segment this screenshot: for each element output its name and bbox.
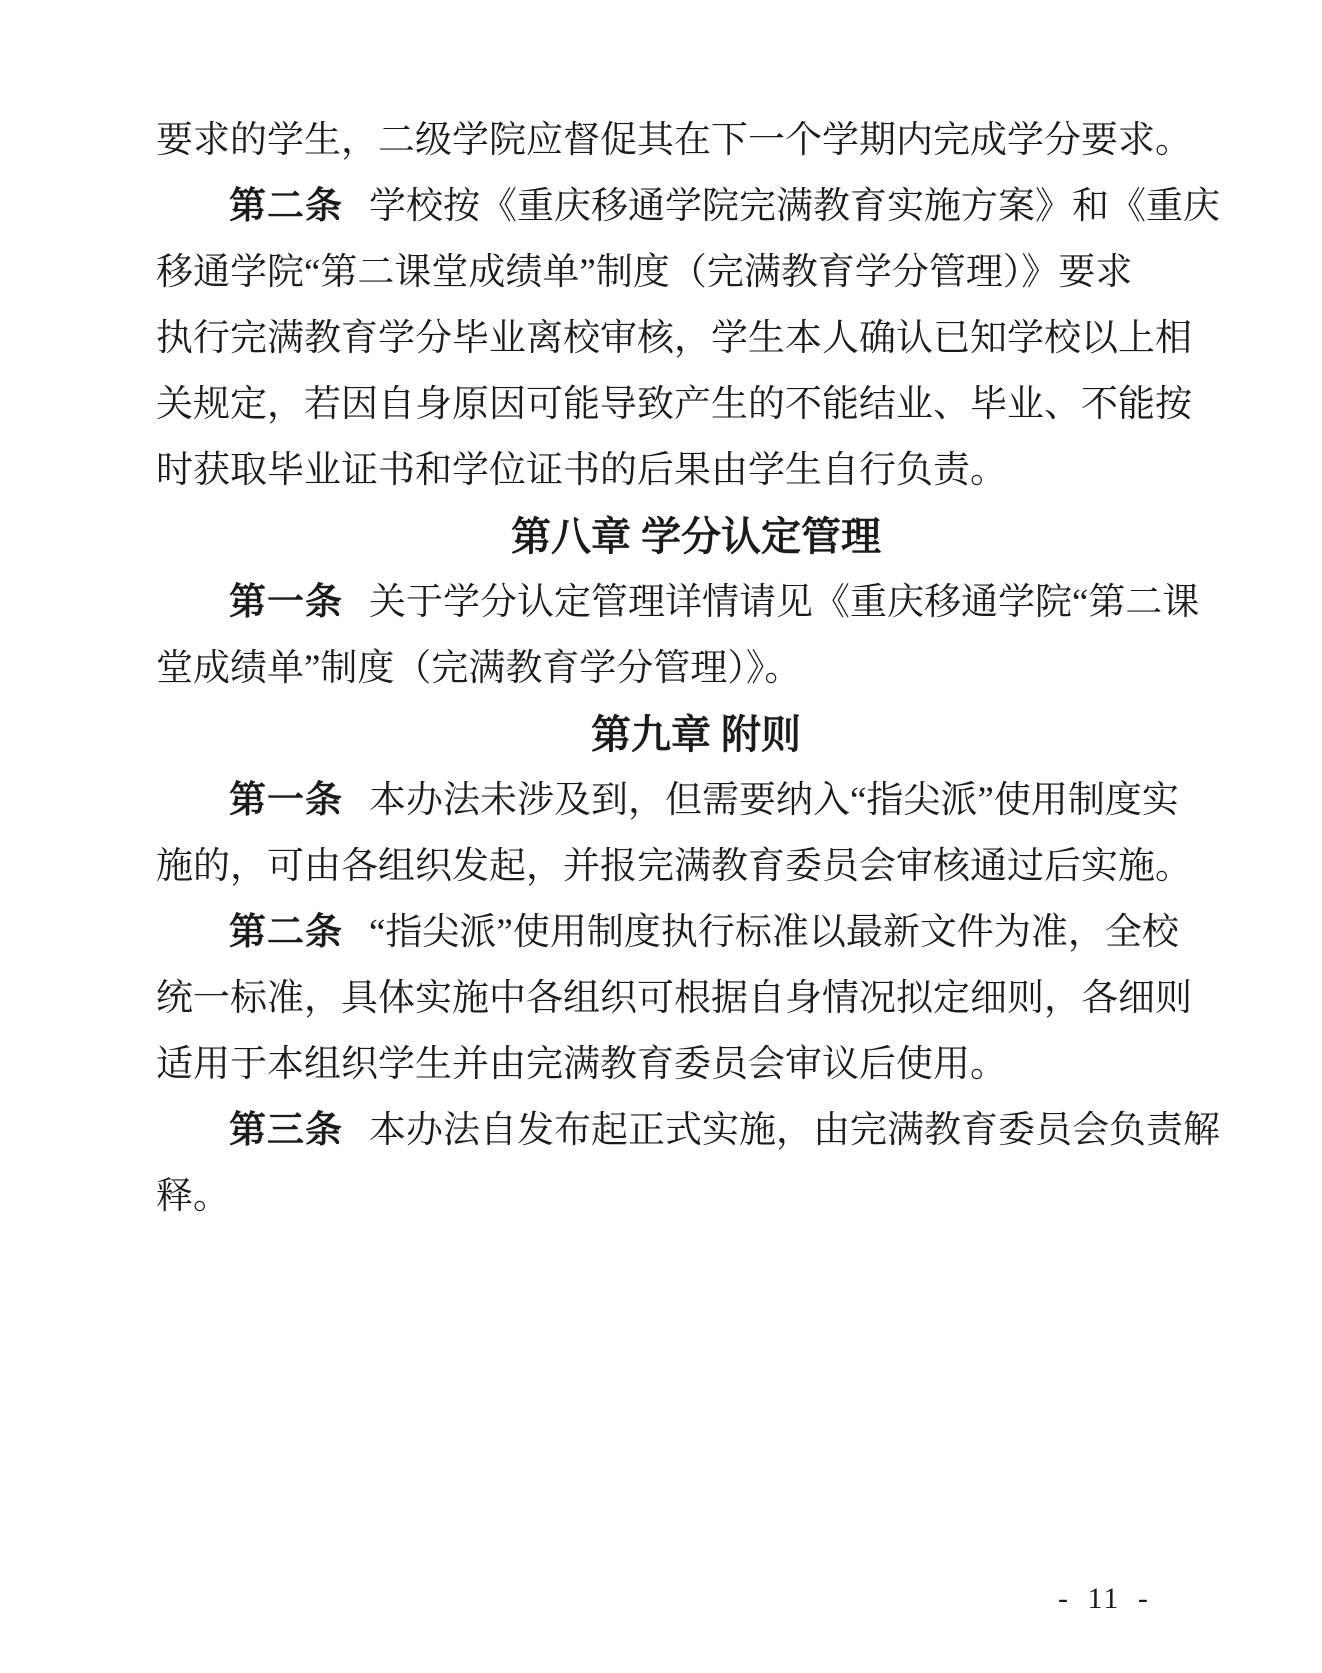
page-number: - 11 - [1058,1582,1150,1615]
line-text: 本办法未涉及到，但需要纳入“指尖派”使用制度实 [369,780,1179,821]
text-line: 施的，可由各组织发起，并报完满教育委员会审核通过后实施。 [156,846,1192,887]
text-line: 释。 [156,1176,230,1217]
text-line [156,1098,1220,1164]
text-line [156,900,1188,966]
article-number: 第二条 [229,186,343,227]
line-text: “指尖派”使用制度执行标准以最新文件为准，全校 [369,912,1179,953]
article-number: 第二条 [229,912,343,953]
line-text: 关于学分认定管理详情请见《重庆移通学院“第二课 [369,582,1200,623]
text-line: 要求的学生，二级学院应督促其在下一个学期内完成学分要求。 [156,120,1192,161]
text-line: 时获取毕业证书和学位证书的后果由学生自行负责。 [156,450,1007,491]
text-line: 统一标准，具体实施中各组织可根据自身情况拟定细则，各细则 [156,978,1192,1019]
text-line: 堂成绩单”制度（完满教育学分管理）》。 [156,648,802,689]
text-line [156,768,1188,834]
text-line: 执行完满教育学分毕业离校审核，学生本人确认已知学校以上相 [156,318,1192,359]
article-number: 第三条 [229,1110,343,1151]
line-text: 学校按《重庆移通学院完满教育实施方案》和《重庆 [369,186,1220,227]
text-line: 适用于本组织学生并由完满教育委员会审议后使用。 [156,1044,1007,1085]
article-number: 第一条 [229,582,343,623]
text-line [156,174,1220,240]
text-line: 移通学院“第二课堂成绩单”制度（完满教育学分管理）》要求 [156,252,1133,293]
text-line [156,570,1200,636]
document-body [156,108,1220,1230]
chapter-heading: 第八章 学分认定管理 [511,514,881,559]
chapter-heading: 第九章 附则 [591,712,801,757]
line-text: 本办法自发布起正式实施，由完满教育委员会负责解 [369,1110,1220,1151]
article-number: 第一条 [229,780,343,821]
text-line: 关规定，若因自身原因可能导致产生的不能结业、毕业、不能按 [156,384,1192,425]
